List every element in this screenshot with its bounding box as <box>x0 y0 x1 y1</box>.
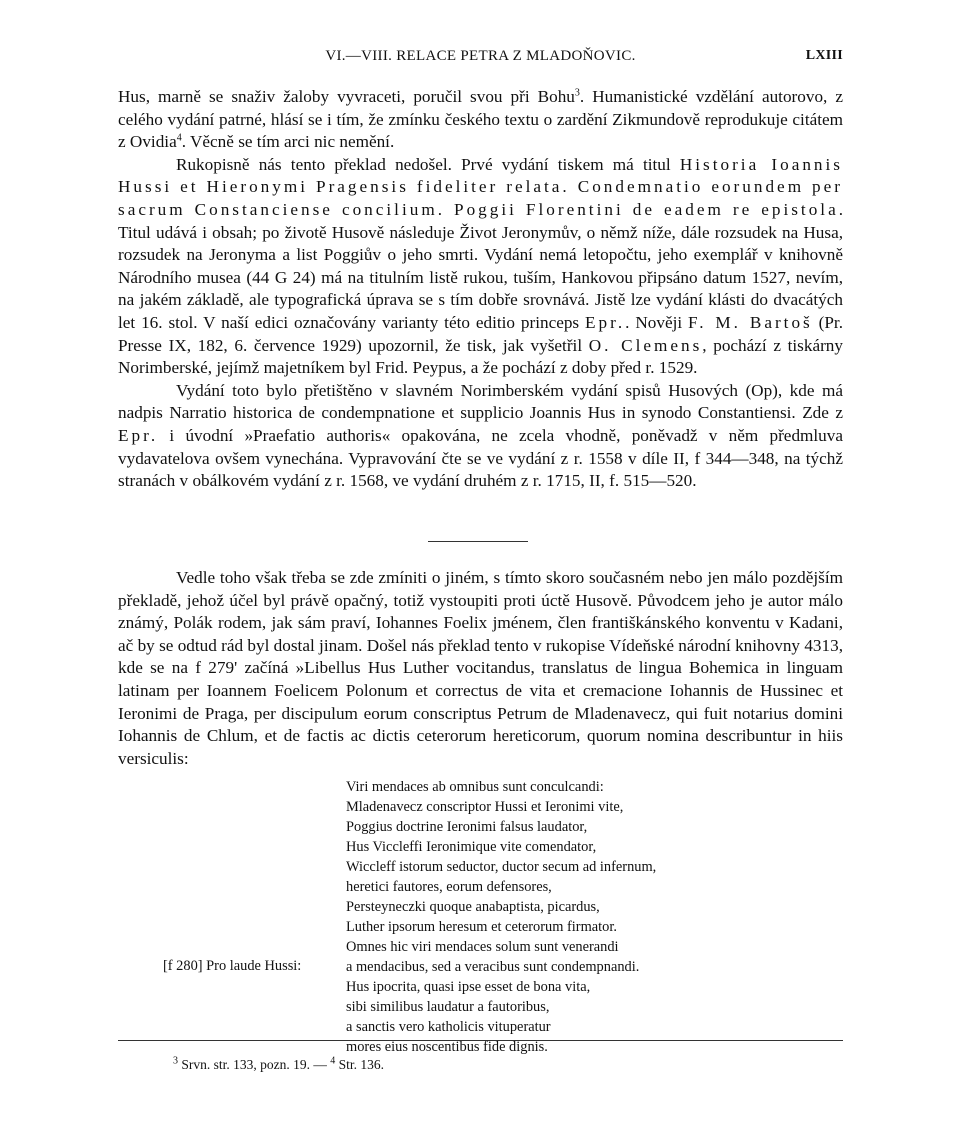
section-2 <box>118 567 843 770</box>
verse-line: Poggius doctrine Ieronimi falsus laudator, <box>346 819 588 835</box>
verse-block <box>346 777 656 1057</box>
verse-line: Omnes hic viri mendaces solum sunt venerandi <box>346 939 619 955</box>
footnotes: $^3$ Srvn. str. 133, pozn. 19. — $^4$ Str. 136. <box>173 1055 385 1072</box>
running-header <box>118 48 843 70</box>
verse-line: Mladenavecz conscriptor Hussi et Ieronimi vite, <box>346 799 624 815</box>
paragraph-4: Vedle toho však třeba se zde zmíniti o jiném, s tímto skoro současném nebo jen málo pozdějším překladě, jehož účel byl právě opačný, totiž vystoupiti proti úctě Husově. Původcem jeho je autor málo známý, Polák rodem, jak sám praví, Iohannes Foelix jménem, člen františkánského konventu v Kadani, ač by se odtud rád byl dostal jinam. Došel nás překlad tento v rukopise Vídeňské národní knihovny 4313, kde se na f 279' začíná »Libellus Hus Luther vocitandus, translatus de lingua Bohemica in linguam latinam per Ioannem Foelicem Polonum et correctus de vita et cremacione Iohannis de Hussinec et Ieronimi de Praga, per discipulum eorum conscriptus Petrum de Mladenavecz, qui fuit notarius domini Iohannis de Chlum, et de factis ac dictis ceterorum hereticorum, quorum nomina describuntur in hiis versiculis: <box>118 568 843 768</box>
verse-line: Viri mendaces ab omnibus sunt conculcandi: <box>346 779 604 795</box>
verse-line: Hus ipocrita, quasi ipse esset de bona vita, <box>346 979 591 995</box>
footnote-ref-3: 3 <box>574 87 580 99</box>
footnote-divider <box>118 1040 843 1041</box>
page-number: LXIII <box>805 48 843 63</box>
paragraph-2: Rukopisně nás tento překlad nedošel. Prvé vydání tiskem má titul Historia Ioannis Hussi et Hieronymi Pragensis fideliter relata. Condemnatio eorundem per sacrum Constanciense concilium. Poggii Florentini de eadem re epistola. Titul udává i obsah; po životě Husově následuje Život Jeronymův, o němž níže, dále rozsudek na Husa, rozsudek na Jeronyma a list Poggiův o jeho smrti. Vydání nemá letopočtu, jeho exemplář v knihovně Národního musea (44 G 24) má na titulním listě rukou, tuším, Hankovou připsáno datum 1527, nevím, na jakém základě, ale typografická úprava se s tím dobře srovnává. Jistě lze vydání klásti do dvacátých let 16. stol. V naší edici označovány varianty této editio princeps Epr.. Nověji F. M. Bartoš (Pr. Presse IX, 182, 6. července 1929) upozornil, že tisk, jak vyšetřil O. Clemens, pochází z tiskárny Norimberské, jejímž majetníkem byl Frid. Peypus, a že pochází z doby před r. 1529. <box>118 154 843 378</box>
verse-line: sibi similibus laudatur a fautoribus, <box>346 999 550 1015</box>
section-1 <box>118 86 843 493</box>
verse-line: a mendacibus, sed a veracibus sunt condempnandi. <box>346 959 640 975</box>
verse-line: heretici fautores, eorum defensores, <box>346 879 552 895</box>
verse-line: a sanctis vero katholicis vituperatur <box>346 1019 551 1035</box>
paragraph-3: Vydání toto bylo přetištěno v slavném Norimberském vydání spisů Husových (Op), kde má nadpis Narratio historica de condempnatione et supplicio Joannis Hus in synodo Constantiensi. Zde z Epr. i úvodní »Praefatio authoris« opakována, ne zcela vhodně, poněvadž v něm předmluva vydavatelova ovšem vynechána. Vypravování čte se ve vydání z r. 1558 v díle II, f 344—348, na týchž stranách v obálkovém vydání z r. 1568, ve vydání druhém z r. 1715, II, f. 515—520. <box>118 380 843 491</box>
verse-side-label: [f 280] Pro laude Hussi: <box>163 958 302 974</box>
footnote-ref-4: 4 <box>176 132 182 144</box>
verse-line: Persteyneczki quoque anabaptista, picardus, <box>346 899 600 915</box>
verse-line: Hus Viccleffi Ieronimique vite comendator, <box>346 839 597 855</box>
paragraph-1: Hus, marně se snaživ žaloby vyvraceti, poručil svou při Bohu$^3$. Humanistické vzdělání autorovo, z celého vydání patrné, hlásí se i tím, že zmínku českého textu o zardění Zikmundově reprodukuje citátem z Ovidia$^4$. Věcně se tím arci nic nemění. <box>118 87 843 152</box>
section-divider <box>428 541 528 542</box>
spaced-title: Historia Ioannis Hussi et Hieronymi Pragensis fideliter relata. Condemnatio eorundem per sacrum Constanciense concilium. Poggii Florentini de eadem re epistola <box>118 154 843 219</box>
verse-line: Luther ipsorum heresum et ceterorum firmator. <box>346 919 617 935</box>
header-title: VI.—VIII. RELACE PETRA Z MLADOŇOVIC. <box>325 48 636 64</box>
verse-line: mores eius noscentibus fide dignis. <box>346 1039 548 1055</box>
verse-line: Wiccleff istorum seductor, ductor secum ad infernum, <box>346 859 657 875</box>
